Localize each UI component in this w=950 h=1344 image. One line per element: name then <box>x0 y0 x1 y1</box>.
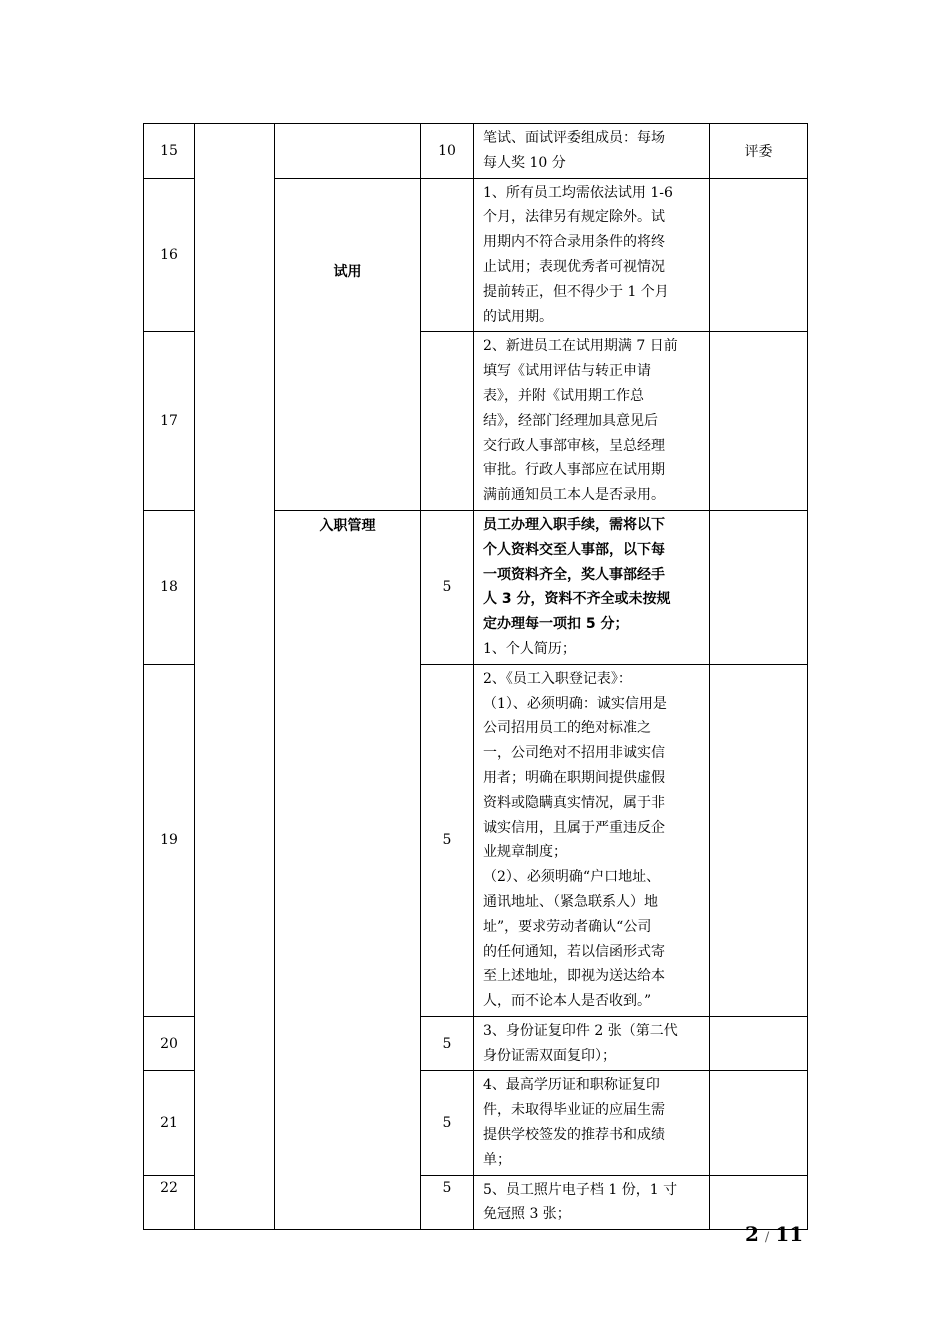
description-line: 交行政人事部审核，呈总经理 <box>483 437 665 454</box>
description-line: 提前转正，但不得少于 1 个月 <box>483 283 669 300</box>
responsible-cell <box>710 1071 808 1175</box>
description-line: 用者；明确在职期间提供虚假 <box>483 769 665 786</box>
description-line: 免冠照 3 张； <box>483 1206 571 1223</box>
description-line: 笔试、面试评委组成员：每场 <box>483 130 665 146</box>
score-cell: 5 <box>421 1175 474 1230</box>
evaluation-table <box>143 123 808 1230</box>
description-cell <box>474 664 710 1016</box>
description-line-bold: 一项资料齐全，奖人事部经手 <box>483 566 665 583</box>
responsible-cell <box>710 510 808 664</box>
description-line: （1）、必须明确：诚实信用是 <box>483 695 667 712</box>
description-line: 用期内不符合录用条件的将终 <box>483 234 665 251</box>
description-line: 的试用期。 <box>483 308 553 325</box>
description-line: 结》，经部门经理加具意见后 <box>483 412 658 429</box>
row-number: 15 <box>144 124 195 179</box>
row-number: 21 <box>144 1071 195 1175</box>
item-label: 入职管理 <box>319 517 376 534</box>
description-line: 资料或隐瞒真实情况，属于非 <box>483 794 665 811</box>
description-line: 件，未取得毕业证的应届生需 <box>483 1102 665 1119</box>
score-cell: 5 <box>421 510 474 664</box>
description-line: 公司招用员工的绝对标准之 <box>483 720 651 737</box>
description-line: 人，而不论本人是否收到。” <box>483 993 652 1010</box>
description-cell <box>474 124 710 179</box>
description-line: 至上述地址，即视为送达给本 <box>483 968 665 985</box>
page-number <box>745 1222 803 1246</box>
row-number: 20 <box>144 1016 195 1071</box>
responsible-cell <box>710 1016 808 1071</box>
description-line: 填写《试用评估与转正申请 <box>483 363 651 380</box>
current-page: 2 <box>745 1222 759 1246</box>
description-line: 审批。行政人事部应在试用期 <box>483 462 665 479</box>
item-onboarding <box>275 510 421 1229</box>
item-trial <box>275 178 421 510</box>
description-line-bold: 人 3 分，资料不齐全或未按规 <box>483 591 671 608</box>
description-line: 提供学校签发的推荐书和成绩 <box>483 1127 665 1144</box>
description-line-bold: 员工办理入职手续，需将以下 <box>483 516 665 533</box>
responsible-cell <box>710 332 808 511</box>
description-line: 2、新进员工在试用期满 7 日前 <box>483 338 678 355</box>
description-line: 一，公司绝对不招用非诚实信 <box>483 745 665 762</box>
description-line: 1、所有员工均需依法试用 1-6 <box>483 184 673 201</box>
description-line: 2、《员工入职登记表》： <box>483 670 632 687</box>
responsible-cell <box>710 178 808 332</box>
description-cell <box>474 1175 710 1230</box>
description-line: 3、身份证复印件 2 张（第二代 <box>483 1022 678 1039</box>
description-line: 的任何通知，若以信函形式寄 <box>483 943 665 960</box>
category-cell <box>195 124 275 1230</box>
score-cell: 10 <box>421 124 474 179</box>
item-cell <box>275 124 421 179</box>
page-separator: / <box>764 1230 770 1245</box>
description-cell <box>474 1016 710 1071</box>
responsible-cell: 评委 <box>710 124 808 179</box>
description-line: （2）、必须明确“户口地址、 <box>483 869 661 886</box>
description-line: 止试用；表现优秀者可视情况 <box>483 258 665 275</box>
score-cell <box>421 178 474 332</box>
description-cell <box>474 1071 710 1175</box>
row-number: 17 <box>144 332 195 511</box>
description-line: 4、最高学历证和职称证复印 <box>483 1077 660 1094</box>
score-cell: 5 <box>421 1071 474 1175</box>
description-line: 通讯地址、（紧急联系人）地 <box>483 893 658 910</box>
table-row <box>144 124 808 179</box>
description-line: 满前通知员工本人是否录用。 <box>483 487 665 504</box>
total-pages: 11 <box>775 1222 804 1246</box>
description-cell <box>474 178 710 332</box>
description-line: 1、个人简历； <box>483 640 576 657</box>
score-cell: 5 <box>421 664 474 1016</box>
description-line: 身份证需双面复印）； <box>483 1047 616 1064</box>
description-line: 个月，法律另有规定除外。试 <box>483 209 665 226</box>
description-line: 5、员工照片电子档 1 份，1 寸 <box>483 1181 678 1198</box>
description-line: 每人奖 10 分 <box>483 154 566 171</box>
description-line: 诚实信用，且属于严重违反企 <box>483 819 665 836</box>
description-line-bold: 个人资料交至人事部，以下每 <box>483 541 665 558</box>
score-cell <box>421 332 474 511</box>
row-number: 18 <box>144 510 195 664</box>
item-label: 试用 <box>333 264 362 281</box>
description-line-bold: 定办理每一项扣 5 分； <box>483 616 629 633</box>
score-cell: 5 <box>421 1016 474 1071</box>
description-line: 址”，要求劳动者确认“公司 <box>483 918 652 935</box>
description-line: 业规章制度； <box>483 844 567 861</box>
description-cell <box>474 332 710 511</box>
description-line: 单； <box>483 1151 511 1168</box>
row-number: 22 <box>144 1175 195 1230</box>
row-number: 16 <box>144 178 195 332</box>
description-cell <box>474 510 710 664</box>
row-number: 19 <box>144 664 195 1016</box>
responsible-cell <box>710 664 808 1016</box>
description-line: 表》，并附《试用期工作总 <box>483 387 644 404</box>
